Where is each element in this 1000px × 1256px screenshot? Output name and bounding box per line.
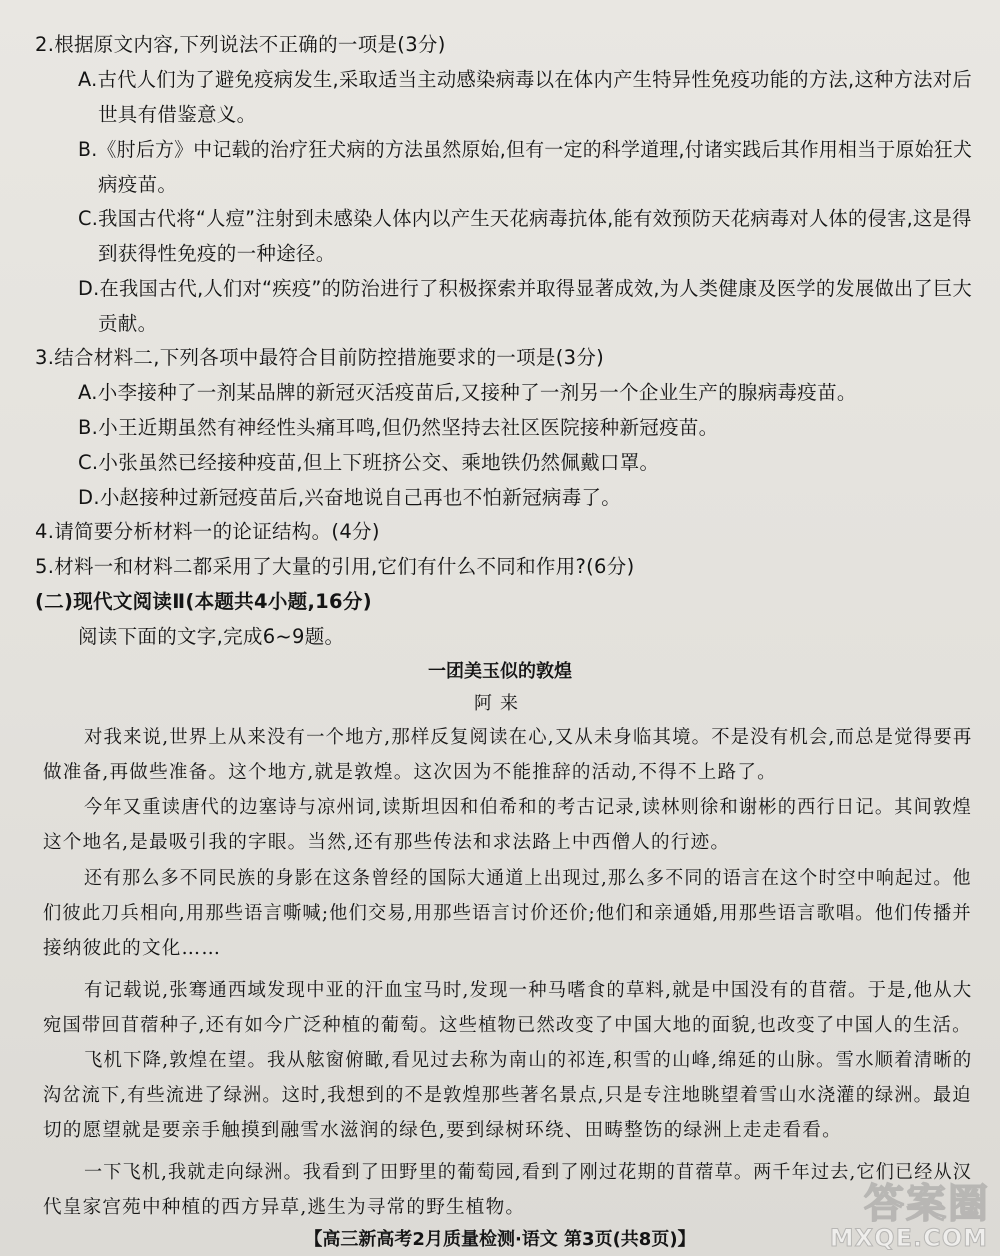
article-line: 这个地名,是最吸引我的字眼。当然,还有那些传法和求法路上中西僧人的行迹。 [43,832,731,853]
q3-option-d: D.小赵接种过新冠疫苗后,兴奋地说自己再也不怕新冠病毒了。 [78,486,622,509]
q2-option-d-cont: 贡献。 [98,312,158,335]
article-line: 飞机下降,敦煌在望。我从舷窗俯瞰,看见过去称为南山的祁连,积雪的山峰,绵延的山脉。雪水顺着清晰的 [84,1050,973,1071]
q4-stem: 4.请简要分析材料一的论证结构。(4分) [35,520,380,543]
q2-option-b: B.《肘后方》中记载的治疗狂犬病的方法虽然原始,但有一定的科学道理,付诸实践后其作用相当于原始狂犬 [78,138,973,161]
q2-option-d: D.在我国古代,人们对“疾疫”的防治进行了积极探索并取得显著成效,为人类健康及医学的发展做出了巨大 [78,277,973,300]
article-line: 接纳彼此的文化…… [43,938,222,959]
page-footer: 【高三新高考2月质量检测·语文 第3页(共8页)】 [304,1229,696,1250]
article-line: 们彼此刀兵相向,用那些语言嘶喊;他们交易,用那些语言讨价还价;他们和亲通婚,用那些语言歌唱。他们传播并 [43,903,972,924]
section-instruction: 阅读下面的文字,完成6~9题。 [78,625,345,648]
article-line: 宛国带回苜蓿种子,还有如今广泛种植的葡萄。这些植物已然改变了中国大地的面貌,也改变了中国人的生活。 [43,1015,972,1036]
q2-option-c: C.我国古代将“人痘”注射到未感染人体内以产生天花病毒抗体,能有效预防天花病毒对人体的侵害,这是得 [78,207,972,230]
q2-option-a: A.古代人们为了避免疫病发生,采取适当主动感染病毒以在体内产生特异性免疫功能的方法,这种方法对后 [78,68,972,91]
q3-option-c: C.小张虽然已经接种疫苗,但上下班挤公交、乘地铁仍然佩戴口罩。 [78,451,660,474]
watermark-cn: 答案圈 [864,1181,990,1227]
q2-option-b-cont: 病疫苗。 [98,173,178,196]
article-line: 还有那么多不同民族的身影在这条曾经的国际大通道上出现过,那么多不同的语言在这个时空中响起过。他 [84,868,972,889]
q2-stem: 2.根据原文内容,下列说法不正确的一项是(3分) [35,33,446,56]
watermark-logo [829,1172,994,1252]
q3-option-a: A.小李接种了一剂某品牌的新冠灭活疫苗后,又接种了一剂另一个企业生产的腺病毒疫苗。 [78,381,857,404]
article-line: 切的愿望就是要亲手触摸到融雪水滋润的绿色,要到绿树环绕、田畴整饬的绿洲上走走看看。 [43,1120,842,1141]
article-line: 有记载说,张骞通西域发现中亚的汗血宝马时,发现一种马嗜食的草料,就是中国没有的苜蓿。于是,他从大 [84,980,973,1001]
section-heading: (二)现代文阅读Ⅱ(本题共4小题,16分) [35,590,372,613]
q2-option-c-cont: 到获得性免疫的一种途径。 [98,242,336,265]
article-line: 今年又重读唐代的边塞诗与凉州词,读斯坦因和伯希和的考古记录,读林则徐和谢彬的西行日记。其间敦煌 [84,797,972,818]
article-line: 沟岔流下,有些流进了绿洲。这时,我想到的不是敦煌那些著名景点,只是专注地眺望着雪山水浇灌的绿洲。最迫 [43,1085,972,1106]
article-line: 对我来说,世界上从来没有一个地方,那样反复阅读在心,又从未身临其境。不是没有机会,而总是觉得要再 [84,727,973,748]
q3-option-b: B.小王近期虽然有神经性头痛耳鸣,但仍然坚持去社区医院接种新冠疫苗。 [78,416,719,439]
article-line: 代皇家宫苑中种植的西方异草,逃生为寻常的野生植物。 [43,1197,526,1218]
q2-option-a-cont: 世具有借鉴意义。 [98,103,257,126]
article-line: 做准备,再做些准备。这个地方,就是敦煌。这次因为不能推辞的活动,不得不上路了。 [43,762,777,783]
article-title: 一团美玉似的敦煌 [428,661,572,682]
q5-stem: 5.材料一和材料二都采用了大量的引用,它们有什么不同和作用?(6分) [35,555,635,578]
article-author: 阿来 [474,693,526,714]
q3-stem: 3.结合材料二,下列各项中最符合目前防控措施要求的一项是(3分) [35,346,605,369]
article-line: 一下飞机,我就走向绿洲。我看到了田野里的葡萄园,看到了刚过花期的苜蓿草。两千年过去,它们已经从汉 [84,1162,973,1183]
watermark-en: MXQE.COM [829,1224,988,1252]
